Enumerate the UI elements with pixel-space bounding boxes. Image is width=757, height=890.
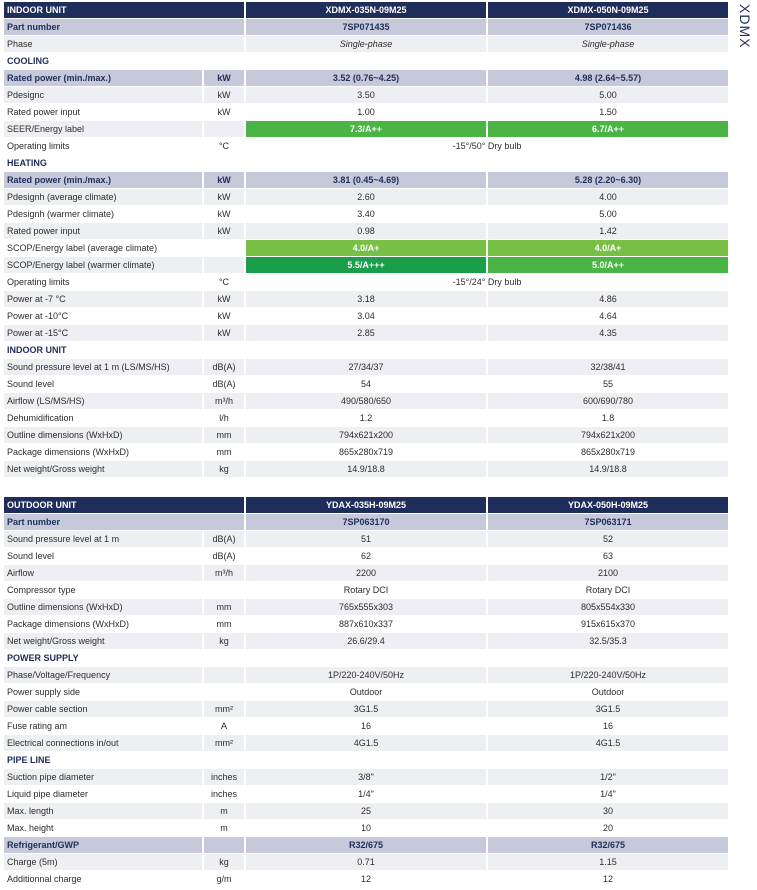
row-label: Dehumidification (4, 410, 203, 427)
row-label: Pdesignh (average climate) (4, 189, 203, 206)
unit (203, 240, 245, 257)
energy-label-badge: 7.3/A++ (245, 121, 487, 138)
value-2: R32/675 (487, 837, 728, 854)
unit (203, 667, 245, 684)
unit: m (203, 803, 245, 820)
unit: kW (203, 87, 245, 104)
unit: kW (203, 325, 245, 342)
indoor-unit-section-title (4, 342, 728, 359)
spec-row (4, 393, 728, 410)
value-1: 794x621x200 (245, 427, 487, 444)
value-1: 3.04 (245, 308, 487, 325)
value-1: 0.71 (245, 854, 487, 871)
value-2: 2100 (487, 565, 728, 582)
value-1: 16 (245, 718, 487, 735)
unit: dB(A) (203, 376, 245, 393)
value-1: 1/4" (245, 786, 487, 803)
spec-row (4, 291, 728, 308)
value-2: 865x280x719 (487, 444, 728, 461)
row-label: Package dimensions (WxHxD) (4, 444, 203, 461)
unit: l/h (203, 410, 245, 427)
unit: kW (203, 308, 245, 325)
value-2: 52 (487, 531, 728, 548)
unit (203, 257, 245, 274)
row-label: Airflow (4, 565, 203, 582)
value-2: 55 (487, 376, 728, 393)
value-2: Rotary DCI (487, 582, 728, 599)
value-1: 3.40 (245, 206, 487, 223)
row-label: Max. length (4, 803, 203, 820)
value-2: 805x554x330 (487, 599, 728, 616)
heating-rated-row (4, 172, 728, 189)
spec-row (4, 223, 728, 240)
value-1: 7SP071435 (245, 19, 487, 36)
value-2: 7SP063171 (487, 514, 728, 531)
value-1: 25 (245, 803, 487, 820)
indoor-model-2: XDMX-050N-09M25 (487, 2, 728, 19)
row-label: Part number (4, 514, 245, 531)
value-1: 0.98 (245, 223, 487, 240)
unit: kW (203, 104, 245, 121)
value-2: 1.50 (487, 104, 728, 121)
unit: kW (203, 291, 245, 308)
spec-row (4, 803, 728, 820)
unit: m (203, 820, 245, 837)
value-2: Outdoor (487, 684, 728, 701)
spec-row (4, 104, 728, 121)
unit: kW (203, 223, 245, 240)
value-1: Outdoor (245, 684, 487, 701)
value-1: 887x610x337 (245, 616, 487, 633)
unit: dB(A) (203, 548, 245, 565)
spec-row (4, 735, 728, 752)
spec-row (4, 565, 728, 582)
row-label: Rated power (min./max.) (4, 70, 203, 87)
row-label: SCOP/Energy label (warmer climate) (4, 257, 203, 274)
value-2: 5.28 (2.20~6.30) (487, 172, 728, 189)
outdoor-header-label: OUTDOOR UNIT (4, 497, 245, 514)
unit (203, 684, 245, 701)
row-label: Phase (4, 36, 245, 53)
value-1: 3G1.5 (245, 701, 487, 718)
value-2: 4G1.5 (487, 735, 728, 752)
value-1: Single-phase (245, 36, 487, 53)
value-1: 14.9/18.8 (245, 461, 487, 478)
energy-label-badge: 4.0/A+ (487, 240, 728, 257)
section-title: HEATING (4, 155, 728, 172)
value-2: 4.98 (2.64~5.57) (487, 70, 728, 87)
unit: kg (203, 633, 245, 650)
unit (203, 837, 245, 854)
row-label: Sound pressure level at 1 m (4, 531, 203, 548)
unit: m³/h (203, 393, 245, 410)
seer-row (4, 121, 728, 138)
value-1: 3.81 (0.45~4.69) (245, 172, 487, 189)
value-2: 7SP071436 (487, 19, 728, 36)
value-2: 1P/220-240V/50Hz (487, 667, 728, 684)
row-label: Sound pressure level at 1 m (LS/MS/HS) (4, 359, 203, 376)
spec-row (4, 871, 728, 888)
unit: inches (203, 786, 245, 803)
value-2: 20 (487, 820, 728, 837)
value-1: 7SP063170 (245, 514, 487, 531)
unit: mm (203, 616, 245, 633)
row-label: Power cable section (4, 701, 203, 718)
value-1: 12 (245, 871, 487, 888)
row-label: Outline dimensions (WxHxD) (4, 427, 203, 444)
spec-row (4, 376, 728, 393)
value-2: 1/2" (487, 769, 728, 786)
value-2: 600/690/780 (487, 393, 728, 410)
unit: dB(A) (203, 531, 245, 548)
row-label: Suction pipe diameter (4, 769, 203, 786)
section-title: INDOOR UNIT (4, 342, 728, 359)
spec-row (4, 718, 728, 735)
spec-row (4, 87, 728, 104)
unit: kg (203, 461, 245, 478)
row-label: Power at -7 °C (4, 291, 203, 308)
row-label: Part number (4, 19, 245, 36)
row-label: Outline dimensions (WxHxD) (4, 599, 203, 616)
spec-row (4, 206, 728, 223)
value-1: 10 (245, 820, 487, 837)
unit: kW (203, 172, 245, 189)
value-2: Single-phase (487, 36, 728, 53)
row-label: Sound level (4, 376, 203, 393)
value-1: 3.52 (0.76~4.25) (245, 70, 487, 87)
value-2: 12 (487, 871, 728, 888)
spec-row (4, 820, 728, 837)
unit: g/m (203, 871, 245, 888)
spec-row (4, 531, 728, 548)
energy-label-badge: 6.7/A++ (487, 121, 728, 138)
value-merged: -15°/24° Dry bulb (245, 274, 728, 291)
spec-row (4, 410, 728, 427)
value-2: 1/4" (487, 786, 728, 803)
scop-warmer-row (4, 257, 728, 274)
value-1: 27/34/37 (245, 359, 487, 376)
row-label: Rated power input (4, 223, 203, 240)
spec-row (4, 633, 728, 650)
row-label: Operating limits (4, 274, 203, 291)
value-1: Rotary DCI (245, 582, 487, 599)
value-1: 3/8" (245, 769, 487, 786)
spec-row (4, 667, 728, 684)
energy-label-badge: 5.0/A++ (487, 257, 728, 274)
row-label: Fuse rating am (4, 718, 203, 735)
indoor-header-label: INDOOR UNIT (4, 2, 245, 19)
power-supply-section-title (4, 650, 728, 667)
spec-row (4, 427, 728, 444)
value-2: 4.64 (487, 308, 728, 325)
unit: m³/h (203, 565, 245, 582)
spec-row (4, 769, 728, 786)
unit: mm (203, 427, 245, 444)
row-label: Airflow (LS/MS/HS) (4, 393, 203, 410)
series-side-label: XDMX (737, 4, 753, 49)
indoor-part-row (4, 19, 728, 36)
value-1: 2200 (245, 565, 487, 582)
row-label: Compressor type (4, 582, 203, 599)
value-2: 1.15 (487, 854, 728, 871)
row-label: Additionnal charge (4, 871, 203, 888)
row-label: Phase/Voltage/Frequency (4, 667, 203, 684)
value-2: 32.5/35.3 (487, 633, 728, 650)
spec-row (4, 701, 728, 718)
unit: inches (203, 769, 245, 786)
section-title: PIPE LINE (4, 752, 728, 769)
value-2: 5.00 (487, 87, 728, 104)
spec-row (4, 359, 728, 376)
value-2: 32/38/41 (487, 359, 728, 376)
unit (203, 121, 245, 138)
spec-row (4, 189, 728, 206)
spec-row (4, 684, 728, 701)
unit: kW (203, 70, 245, 87)
value-1: 3.18 (245, 291, 487, 308)
value-1: 54 (245, 376, 487, 393)
indoor-model-1: XDMX-035N-09M25 (245, 2, 487, 19)
row-label: SEER/Energy label (4, 121, 203, 138)
spec-row (4, 582, 728, 599)
value-1: 26.6/29.4 (245, 633, 487, 650)
outdoor-part-row (4, 514, 728, 531)
outdoor-model-1: YDAX-035H-09M25 (245, 497, 487, 514)
unit: kW (203, 206, 245, 223)
heating-section-title (4, 155, 728, 172)
spec-row (4, 325, 728, 342)
indoor-spec-table (4, 2, 728, 478)
value-2: 63 (487, 548, 728, 565)
spec-row (4, 548, 728, 565)
row-label: Operating limits (4, 138, 203, 155)
value-1: 1P/220-240V/50Hz (245, 667, 487, 684)
value-2: 794x621x200 (487, 427, 728, 444)
spec-row (4, 786, 728, 803)
row-label: Max. height (4, 820, 203, 837)
section-title: COOLING (4, 53, 728, 70)
row-label: Rated power input (4, 104, 203, 121)
row-label: Power at -10°C (4, 308, 203, 325)
unit: °C (203, 138, 245, 155)
row-label: Power supply side (4, 684, 203, 701)
row-label: Net weight/Gross weight (4, 461, 203, 478)
energy-label-badge: 5.5/A+++ (245, 257, 487, 274)
row-label: Electrical connections in/out (4, 735, 203, 752)
value-1: 51 (245, 531, 487, 548)
unit (203, 582, 245, 599)
spec-row (4, 308, 728, 325)
spec-row (4, 599, 728, 616)
value-2: 16 (487, 718, 728, 735)
spec-row (4, 461, 728, 478)
unit: mm² (203, 701, 245, 718)
unit: mm (203, 599, 245, 616)
row-label: Power at -15°C (4, 325, 203, 342)
value-2: 14.9/18.8 (487, 461, 728, 478)
value-2: 30 (487, 803, 728, 820)
indoor-phase-row (4, 36, 728, 53)
unit: A (203, 718, 245, 735)
unit: kW (203, 189, 245, 206)
section-title: POWER SUPPLY (4, 650, 728, 667)
value-2: 1.42 (487, 223, 728, 240)
pipe-line-section-title (4, 752, 728, 769)
spec-row (4, 616, 728, 633)
operating-limits-row (4, 274, 728, 291)
value-1: 4G1.5 (245, 735, 487, 752)
outdoor-model-2: YDAX-050H-09M25 (487, 497, 728, 514)
unit: °C (203, 274, 245, 291)
value-2: 3G1.5 (487, 701, 728, 718)
value-1: 62 (245, 548, 487, 565)
row-label: Charge (5m) (4, 854, 203, 871)
value-1: 765x555x303 (245, 599, 487, 616)
value-1: 2.85 (245, 325, 487, 342)
value-1: 865x280x719 (245, 444, 487, 461)
unit: mm² (203, 735, 245, 752)
row-label: Liquid pipe diameter (4, 786, 203, 803)
spec-row (4, 444, 728, 461)
unit: dB(A) (203, 359, 245, 376)
row-label: Sound level (4, 548, 203, 565)
value-2: 4.86 (487, 291, 728, 308)
outdoor-header-row (4, 497, 728, 514)
operating-limits-row (4, 138, 728, 155)
row-label: SCOP/Energy label (average climate) (4, 240, 203, 257)
spec-row (4, 854, 728, 871)
row-label: Pdesignc (4, 87, 203, 104)
unit: mm (203, 444, 245, 461)
row-label: Refrigerant/GWP (4, 837, 203, 854)
refrigerant-row (4, 837, 728, 854)
value-1: 2.60 (245, 189, 487, 206)
value-1: 3.50 (245, 87, 487, 104)
row-label: Package dimensions (WxHxD) (4, 616, 203, 633)
cooling-section-title (4, 53, 728, 70)
value-1: 1.2 (245, 410, 487, 427)
value-1: R32/675 (245, 837, 487, 854)
row-label: Pdesignh (warmer climate) (4, 206, 203, 223)
value-2: 4.00 (487, 189, 728, 206)
unit: kg (203, 854, 245, 871)
value-1: 490/580/650 (245, 393, 487, 410)
energy-label-badge: 4.0/A+ (245, 240, 487, 257)
scop-average-row (4, 240, 728, 257)
value-1: 1.00 (245, 104, 487, 121)
value-2: 4.35 (487, 325, 728, 342)
cooling-rated-row (4, 70, 728, 87)
value-2: 5.00 (487, 206, 728, 223)
indoor-header-row (4, 2, 728, 19)
row-label: Net weight/Gross weight (4, 633, 203, 650)
value-2: 1.8 (487, 410, 728, 427)
value-merged: -15°/50° Dry bulb (245, 138, 728, 155)
value-2: 915x615x370 (487, 616, 728, 633)
row-label: Rated power (min./max.) (4, 172, 203, 189)
outdoor-spec-table (4, 497, 728, 888)
